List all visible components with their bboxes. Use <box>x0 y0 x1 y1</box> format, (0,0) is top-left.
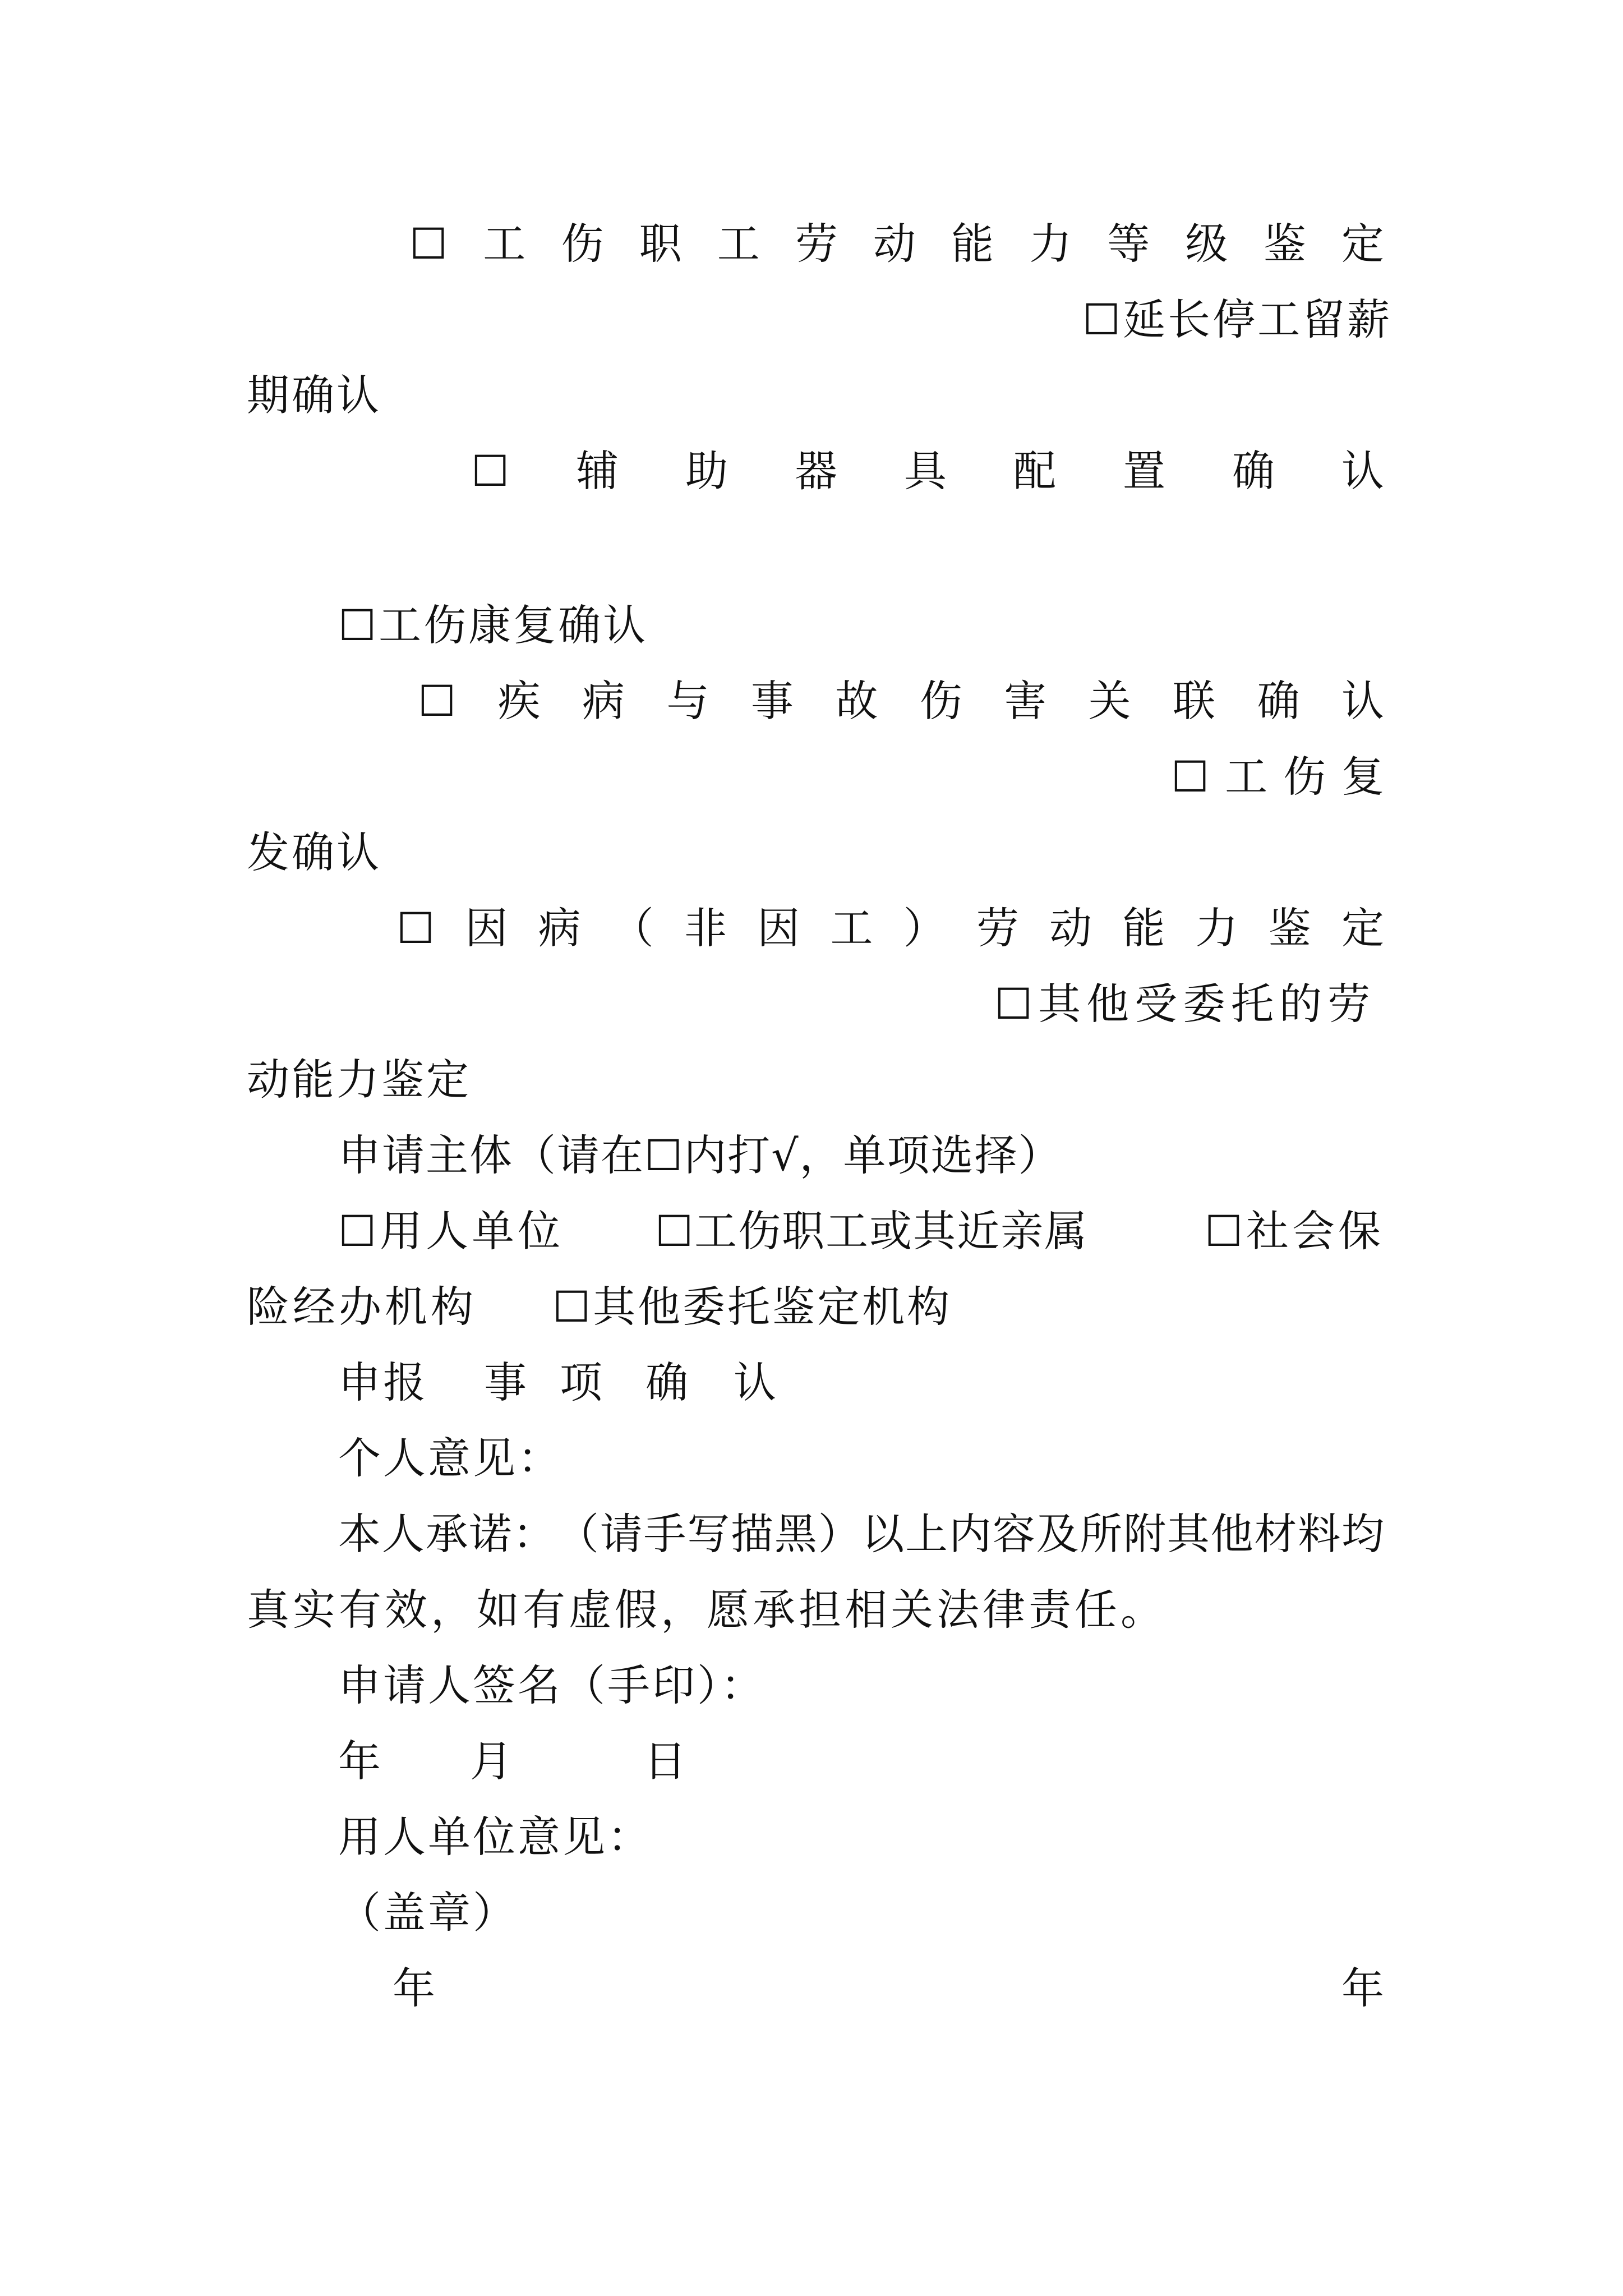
char: 具 <box>904 446 947 496</box>
char: 手 <box>643 1509 686 1559</box>
applicant-social-insurance-cont: 险经办机构 <box>247 1282 477 1332</box>
char: 本 <box>338 1509 381 1559</box>
char: （ <box>556 1509 599 1559</box>
date-year-label: 年 <box>338 1736 381 1786</box>
employer-date-year-right: 年 <box>1341 1963 1384 2013</box>
applicant-type-options <box>338 1200 1384 1262</box>
char: ☐ <box>418 676 457 726</box>
option-injury-recurrence <box>1171 746 1384 808</box>
char: 所 <box>1080 1509 1123 1559</box>
char: 工 <box>717 219 760 269</box>
option-rehabilitation: ☐工伤康复确认 <box>338 600 648 650</box>
option-injury-recurrence-cont: 发确认 <box>247 827 381 877</box>
char: ： <box>513 1509 556 1559</box>
char: 伤 <box>1283 752 1326 802</box>
char: （ <box>611 903 654 953</box>
char: 复 <box>1341 752 1384 802</box>
char: 以 <box>861 1509 905 1559</box>
char: 确 <box>1257 676 1300 726</box>
seal-label: （盖章） <box>338 1888 518 1938</box>
char: 因 <box>757 903 800 953</box>
declaration-word-5: 认 <box>734 1358 776 1407</box>
char: 职 <box>639 219 682 269</box>
char: 动 <box>873 219 916 269</box>
date-day-label: 日 <box>644 1736 686 1786</box>
char: ） <box>818 1509 861 1559</box>
char: 力 <box>1195 903 1238 953</box>
applicant-type-heading: 申请主体（请在☐内打√，单项选择） <box>338 1130 1062 1180</box>
char: 劳 <box>795 219 838 269</box>
char: 疾 <box>497 676 541 726</box>
applicant-signature-label: 申请人签名（手印）： <box>338 1660 766 1710</box>
char: 病 <box>582 676 625 726</box>
char: 附 <box>1123 1509 1166 1559</box>
char: 材 <box>1254 1509 1297 1559</box>
char: 级 <box>1185 219 1228 269</box>
char: 关 <box>1088 676 1131 726</box>
char: 因 <box>465 903 508 953</box>
char: 认 <box>1341 446 1384 496</box>
char: 配 <box>1013 446 1056 496</box>
declaration-word-1: 申报 <box>338 1358 428 1407</box>
char: 力 <box>1029 219 1072 269</box>
char: 能 <box>951 219 994 269</box>
employer-date-year-left: 年 <box>393 1963 435 2013</box>
char: 伤 <box>561 219 604 269</box>
option-disease-injury-link <box>418 670 1384 732</box>
char: 认 <box>1341 676 1384 726</box>
char: 非 <box>684 903 727 953</box>
char: 他 <box>1210 1509 1253 1559</box>
char: ☐ <box>471 446 510 496</box>
employer-opinion-label: 用人单位意见： <box>338 1812 652 1862</box>
char: 上 <box>905 1509 948 1559</box>
char: 辅 <box>576 446 619 496</box>
applicant-date <box>338 1731 731 1792</box>
declaration-word-4: 确 <box>645 1358 688 1407</box>
declaration-word-2: 事 <box>484 1358 527 1407</box>
char: 工 <box>1225 752 1268 802</box>
char: 料 <box>1298 1509 1341 1559</box>
char: 鉴 <box>1268 903 1311 953</box>
char: 诺 <box>469 1509 512 1559</box>
applicant-other-agency: ☐其他委托鉴定机构 <box>552 1282 952 1332</box>
char: 工 <box>830 903 873 953</box>
applicant-type-options-cont <box>247 1276 1384 1338</box>
applicant-employer: ☐用人单位 <box>338 1206 564 1256</box>
char: 助 <box>685 446 728 496</box>
option-disability-grade <box>409 213 1384 275</box>
personal-opinion-label: 个人意见： <box>338 1433 562 1483</box>
applicant-social-insurance: ☐社会保 <box>1204 1206 1384 1256</box>
char: 及 <box>1036 1509 1079 1559</box>
char: 容 <box>992 1509 1035 1559</box>
char: ） <box>903 903 946 953</box>
char: ☐ <box>1171 752 1210 802</box>
char: 人 <box>381 1509 425 1559</box>
char: 能 <box>1122 903 1165 953</box>
employer-date <box>393 1958 1384 2019</box>
pledge-text-line1 <box>338 1503 1384 1565</box>
option-extend-paid-leave-cont: 期确认 <box>247 370 381 420</box>
char: 劳 <box>976 903 1019 953</box>
char: 害 <box>1004 676 1047 726</box>
date-month-label: 月 <box>470 1736 513 1786</box>
char: 请 <box>600 1509 643 1559</box>
char: 承 <box>425 1509 468 1559</box>
char: 定 <box>1341 903 1384 953</box>
char: ☐ <box>396 903 435 953</box>
option-extend-paid-leave: ☐延长停工留薪 <box>1082 295 1393 344</box>
char: 确 <box>1232 446 1275 496</box>
char: 故 <box>835 676 878 726</box>
pledge-text-line2: 真实有效，如有虚假，愿承担相关法律责任。 <box>247 1585 1166 1635</box>
option-other-entrusted: ☐其他受委托的劳 <box>994 979 1376 1029</box>
char: 写 <box>687 1509 730 1559</box>
char: ☐ <box>409 219 448 269</box>
declaration-confirm-heading <box>338 1352 787 1414</box>
option-non-work-illness <box>396 898 1384 959</box>
char: 黑 <box>774 1509 817 1559</box>
char: 与 <box>666 676 709 726</box>
char: 事 <box>750 676 794 726</box>
char: 其 <box>1166 1509 1210 1559</box>
char: 描 <box>731 1509 774 1559</box>
char: 联 <box>1173 676 1216 726</box>
char: 动 <box>1049 903 1092 953</box>
option-other-entrusted-cont: 动能力鉴定 <box>247 1055 471 1105</box>
char: 病 <box>538 903 581 953</box>
char: 器 <box>795 446 838 496</box>
option-assistive-device <box>471 440 1384 502</box>
char: 定 <box>1341 219 1384 269</box>
char: 工 <box>483 219 526 269</box>
char: 内 <box>948 1509 992 1559</box>
char: 鉴 <box>1263 219 1306 269</box>
char: 等 <box>1107 219 1150 269</box>
char: 均 <box>1341 1509 1384 1559</box>
char: 伤 <box>919 676 962 726</box>
applicant-worker-or-relative: ☐工伤职工或其近亲属 <box>655 1206 1089 1256</box>
char: 置 <box>1122 446 1165 496</box>
declaration-word-3: 项 <box>560 1358 602 1407</box>
